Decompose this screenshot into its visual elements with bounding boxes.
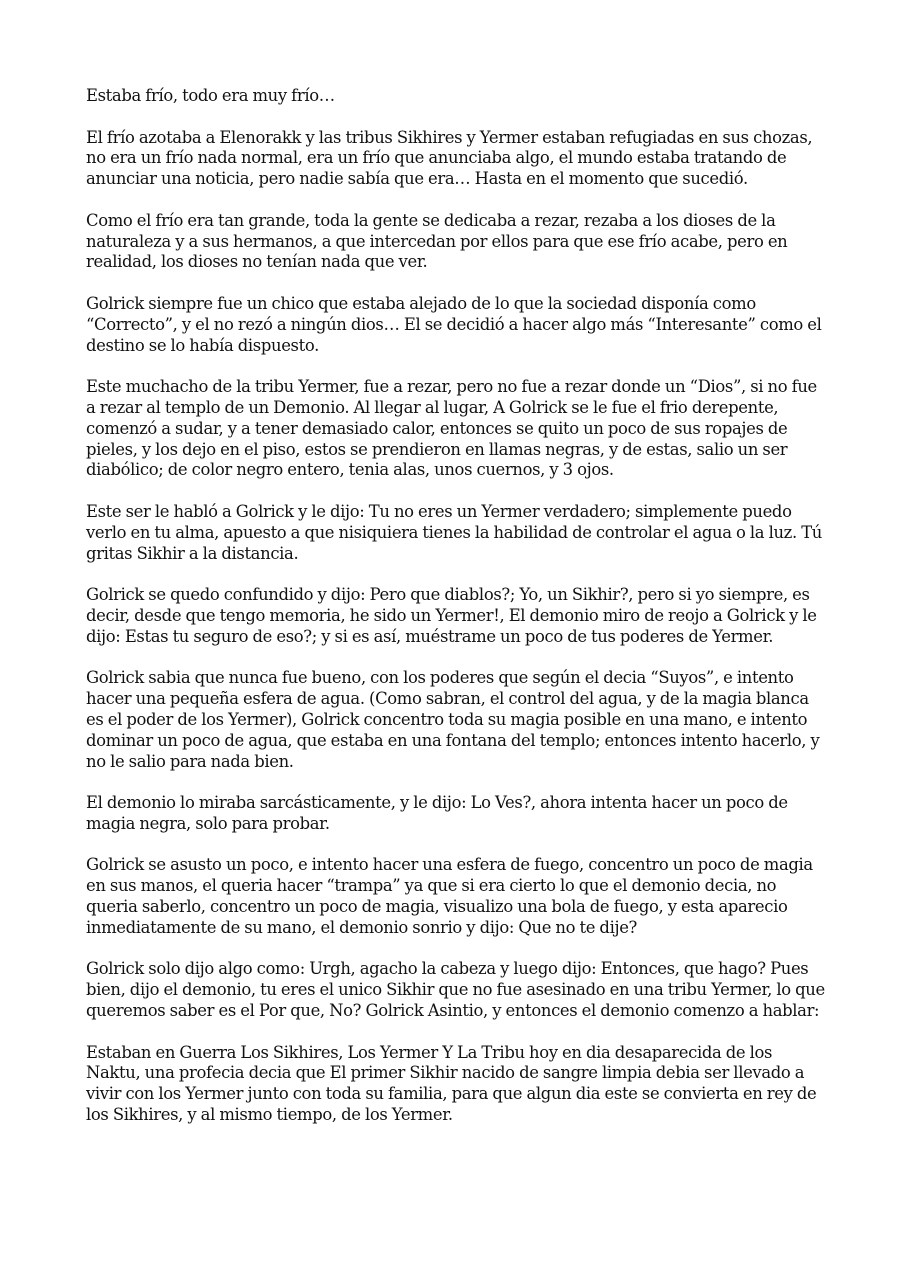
paragraph-9: El demonio lo miraba sarcásticamente, y le dijo: Lo Ves?, ahora intenta hacer un poco de magia negra, solo para probar.: [86, 793, 788, 833]
paragraph-10: Golrick se asusto un poco, e intento hacer una esfera de fuego, concentro un poco de magia en sus manos, el queria hacer “trampa” ya que si era cierto lo que el demonio decia, no queria saberlo, concentro un poco de magia, visualizo una bola de fuego, y esta aparecio inmediatamente de su mano, el demonio sonrio y dijo: Que no te dije?: [86, 855, 813, 937]
paragraph-12: Estaban en Guerra Los Sikhires, Los Yermer Y La Tribu hoy en dia desaparecida de los Naktu, una profecia decia que El primer Sikhir nacido de sangre limpia debia ser llevado a vivir con los Yermer junto con toda su familia, para que algun dia este se convierta en rey de los Sikhires, y al mismo tiempo, de los Yermer.: [86, 1042, 817, 1125]
paragraph-6: Este ser le habló a Golrick y le dijo: Tu no eres un Yermer verdadero; simplemente puedo verlo en tu alma, apuesto a que nisiquiera tienes la habilidad de controlar el agua o la luz. Tú gritas Sikhir a la distancia.: [86, 501, 822, 563]
paragraph-3: Como el frío era tan grande, toda la gente se dedicaba a rezar, rezaba a los dioses de la naturaleza y a sus hermanos, a que intercedan por ellos para que ese frío acabe, pero en realidad, los dioses no tenían nada que ver.: [86, 210, 788, 272]
document-body: [86, 86, 826, 1147]
paragraph-4: Golrick siempre fue un chico que estaba alejado de lo que la sociedad disponía como “Correcto”, y el no rezó a ningún dios… El se decidió a hacer algo más “Interesante” como el destino se lo había dispuesto.: [86, 293, 822, 355]
paragraph-8: Golrick sabia que nunca fue bueno, con los poderes que según el decia “Suyos”, e intento hacer una pequeña esfera de agua. (Como sabran, el control del agua, y de la magia blanca es el poder de los Yermer), Golrick concentro toda su magia posible en una mano, e intento dominar un poco de agua, que estaba en una fontana del templo; entonces intento hacerlo, y no le salio para nada bien.: [86, 668, 820, 771]
paragraph-11: Golrick solo dijo algo como: Urgh, agacho la cabeza y luego dijo: Entonces, que hago? Pues bien, dijo el demonio, tu eres el unico Sikhir que no fue asesinado en una tribu Yermer, lo que queremos saber es el Por que, No? Golrick Asintio, y entonces el demonio comenzo a hablar:: [86, 959, 825, 1021]
paragraph-7: Golrick se quedo confundido y dijo: Pero que diablos?; Yo, un Sikhir?, pero si yo siempre, es decir, desde que tengo memoria, he sido un Yermer!, El demonio miro de reojo a Golrick y le dijo: Estas tu seguro de eso?; y si es así, muéstrame un poco de tus poderes de Yermer.: [86, 585, 817, 646]
paragraph-1: Estaba frío, todo era muy frío…: [86, 86, 335, 105]
paragraph-5: Este muchacho de la tribu Yermer, fue a rezar, pero no fue a rezar donde un “Dios”, si no fue a rezar al templo de un Demonio. Al llegar al lugar, A Golrick se le fue el frio derepente, comenzó a sudar, y a tener demasiado calor, entonces se quito un poco de sus ropajes de pieles, y los dejo en el piso, estos se prendieron en llamas negras, y de estas, salio un ser diabólico; de color negro entero, tenia alas, unos cuernos, y 3 ojos.: [86, 377, 817, 480]
paragraph-2: El frío azotaba a Elenorakk y las tribus Sikhires y Yermer estaban refugiadas en sus chozas, no era un frío nada normal, era un frío que anunciaba algo, el mundo estaba tratando de anunciar una noticia, pero nadie sabía que era… Hasta en el momento que sucedió.: [86, 127, 813, 189]
